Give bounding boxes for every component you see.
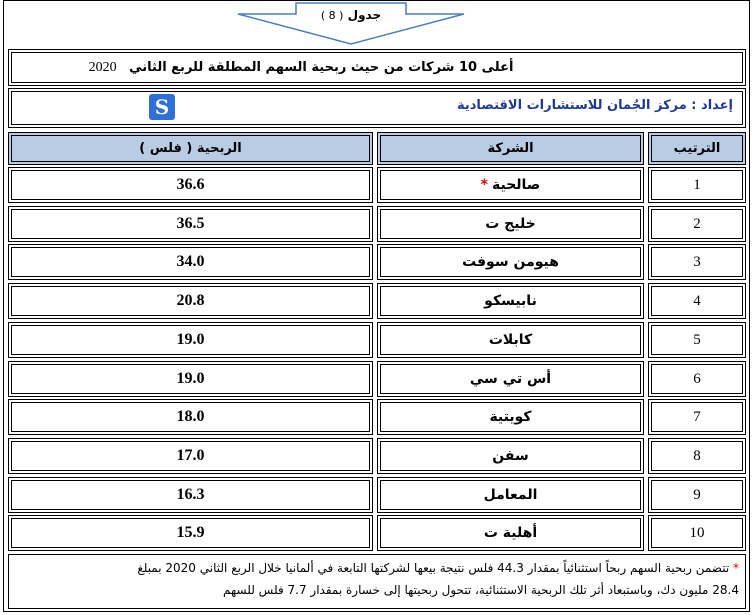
company-name-wrap — [481, 177, 541, 193]
row-rank-cell — [648, 438, 746, 474]
row-profit-cell — [8, 167, 373, 203]
company-name-wrap — [489, 409, 531, 425]
header-rank — [648, 132, 746, 165]
row-rank-cell — [648, 515, 746, 551]
profit-value: 18.0 — [176, 408, 205, 425]
aljuman-logo-icon: S — [149, 94, 175, 120]
company-name: سفن — [492, 448, 529, 464]
row-company-cell — [377, 361, 644, 397]
company-name: صالحية — [491, 177, 541, 193]
company-name: أس تي سي — [469, 371, 552, 387]
company-name: هيومن سوفت — [462, 254, 559, 270]
company-name: خليج ت — [485, 216, 536, 232]
footnote-line-1: تتضمن ربحية السهم ربحاً استثنائياً بمقدار 44.3 فلس نتيجة بيعها لشركتها التابعة في ألمانيا خلال الربع الثاني 2020 بمبلغ — [137, 561, 730, 575]
source-credit: إعداد : مركز الجُمان للاستشارات الاقتصادية — [456, 98, 733, 113]
company-name-wrap — [492, 448, 528, 464]
footnote-marker: * — [480, 177, 488, 193]
company-name: كويتية — [489, 409, 532, 425]
profit-value: 19.0 — [176, 331, 205, 348]
profit-value: 36.6 — [176, 176, 205, 193]
row-rank-cell — [648, 283, 746, 319]
company-name-wrap — [470, 371, 551, 387]
rank-value: 4 — [693, 292, 701, 309]
rank-value: 6 — [693, 370, 701, 387]
footnote-line-2: 28.4 مليون دك، وباستبعاد أثر تلك الربحية الاستثنائية، تتحول ربحيتها إلى خسارة بمقدار 7.7 فلس للسهم — [223, 583, 739, 597]
footnote — [8, 554, 746, 609]
source-box — [8, 88, 746, 128]
title-text: أعلى 10 شركات من حيث ربحية السهم المطلقة للربع الثاني — [129, 60, 514, 75]
company-name-wrap — [485, 216, 536, 232]
row-profit-cell — [8, 322, 373, 358]
row-rank-cell — [648, 361, 746, 397]
profit-value: 19.0 — [176, 370, 205, 387]
company-name-wrap — [462, 254, 559, 270]
row-rank-cell — [648, 167, 746, 203]
table-label-text: جدول — [347, 8, 382, 22]
row-rank-cell — [648, 244, 746, 280]
company-name-wrap — [484, 525, 537, 541]
row-profit-cell — [8, 515, 373, 551]
row-profit-cell — [8, 438, 373, 474]
page-title — [17, 60, 585, 76]
rank-value: 10 — [689, 524, 705, 541]
row-company-cell — [377, 477, 644, 513]
row-profit-cell — [8, 283, 373, 319]
company-name-wrap — [489, 332, 532, 348]
profit-value: 20.8 — [176, 292, 205, 309]
company-name: المعامل — [483, 487, 538, 503]
header-rank-label: الترتيب — [673, 141, 721, 156]
footnote-star: * — [733, 561, 739, 575]
rank-value: 2 — [693, 215, 701, 232]
title-year: 2020 — [88, 60, 117, 75]
row-profit-cell — [8, 206, 373, 242]
profit-value: 16.3 — [176, 486, 205, 503]
row-rank-cell — [648, 206, 746, 242]
rank-value: 3 — [693, 253, 701, 270]
row-profit-cell — [8, 477, 373, 513]
company-name: كابلات — [488, 332, 533, 348]
row-company-cell — [377, 283, 644, 319]
row-rank-cell — [648, 322, 746, 358]
company-name-wrap — [484, 487, 538, 503]
title-box — [8, 49, 746, 86]
row-profit-cell — [8, 244, 373, 280]
row-company-cell — [377, 322, 644, 358]
header-company — [377, 132, 644, 165]
row-company-cell — [377, 515, 644, 551]
rank-value: 7 — [693, 408, 701, 425]
header-profit-label: الربحية ( فلس ) — [139, 141, 242, 156]
company-name: أهلية ت — [483, 525, 538, 541]
row-rank-cell — [648, 399, 746, 435]
row-profit-cell — [8, 399, 373, 435]
header-profit — [8, 132, 373, 165]
row-company-cell — [377, 244, 644, 280]
company-name: نابيسكو — [484, 293, 537, 309]
header-company-label: الشركة — [487, 141, 534, 156]
rank-value: 8 — [693, 447, 701, 464]
row-company-cell — [377, 399, 644, 435]
company-name-wrap — [484, 293, 537, 309]
rank-value: 9 — [693, 486, 701, 503]
table-label — [236, 8, 466, 22]
row-company-cell — [377, 167, 644, 203]
profit-value: 17.0 — [176, 447, 205, 464]
profit-value: 15.9 — [176, 524, 205, 541]
row-company-cell — [377, 206, 644, 242]
profit-value: 34.0 — [176, 253, 205, 270]
profit-value: 36.5 — [176, 215, 205, 232]
row-company-cell — [377, 438, 644, 474]
rank-value: 5 — [693, 331, 701, 348]
row-rank-cell — [648, 477, 746, 513]
row-profit-cell — [8, 361, 373, 397]
rank-value: 1 — [693, 176, 701, 193]
table-number: ( 8 ) — [320, 9, 344, 22]
